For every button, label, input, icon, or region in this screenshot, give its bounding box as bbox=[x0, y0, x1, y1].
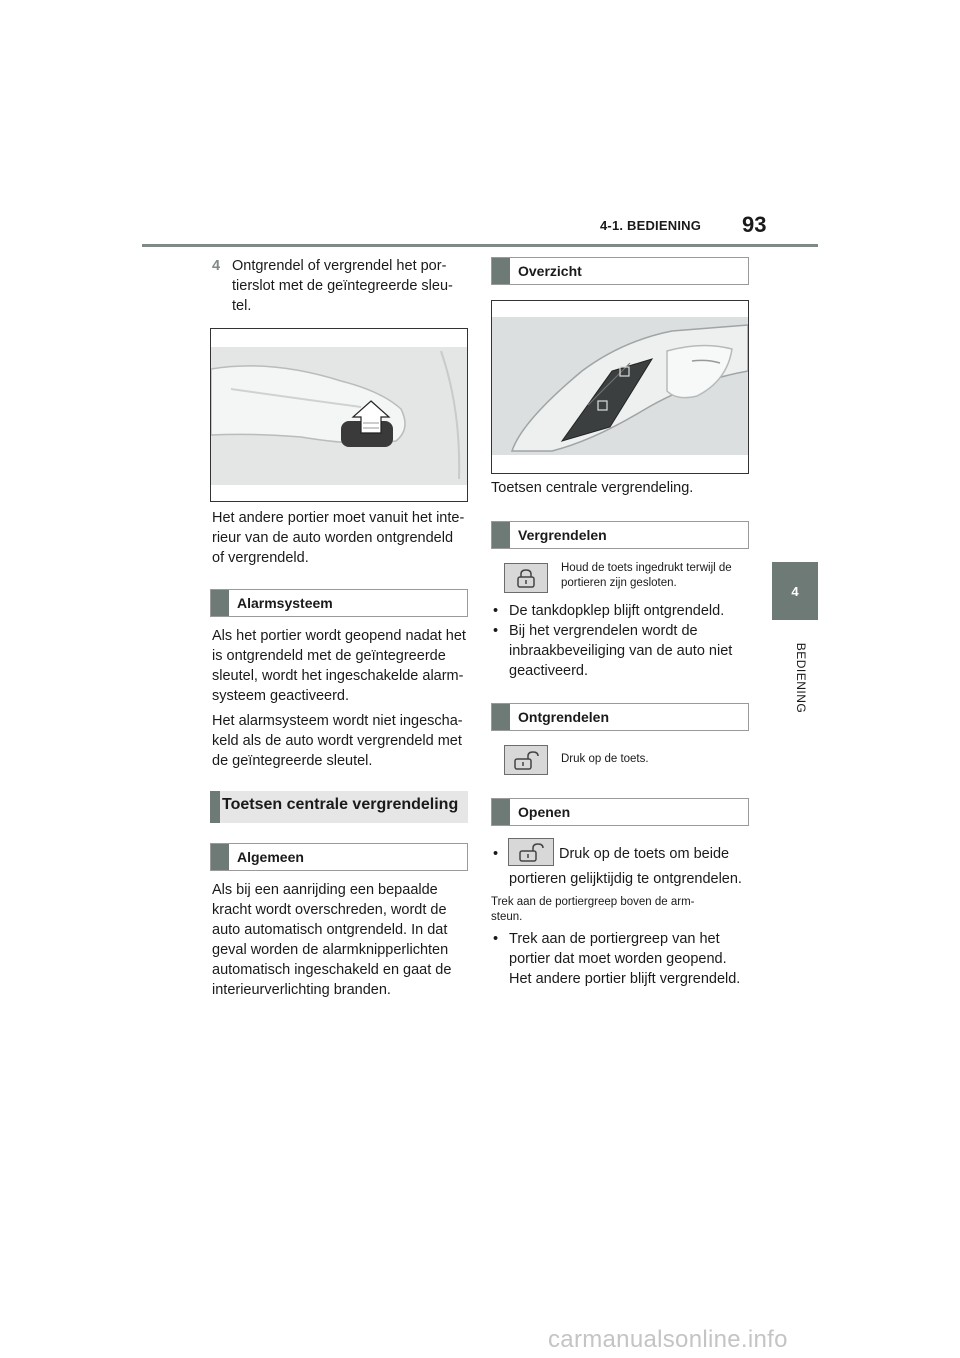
open-bullet-text-1: Druk op de toets om beide bbox=[559, 846, 730, 862]
watermark: carmanualsonline.info bbox=[548, 1326, 788, 1353]
lock-note: Houd de toets ingedrukt terwijl de portieren zijn gesloten. bbox=[561, 562, 732, 589]
open-unlock-button-icon bbox=[508, 838, 554, 866]
paragraph-alarm-1: Als het portier wordt geopend nadat het is ontgrendeld met de geïntegreerde sleutel, wordt het ingeschakelde alarm- systeem geactiveerd. bbox=[212, 628, 466, 704]
open-heading: Openen bbox=[491, 798, 749, 826]
list-item: • De tankdopklep blijft ontgrendeld. bbox=[493, 603, 725, 619]
lock-buttons-image bbox=[491, 300, 749, 474]
chapter-tab: 4 bbox=[772, 562, 818, 620]
section-title: 4-1. BEDIENING bbox=[600, 218, 702, 233]
open-bullet-marker: • bbox=[493, 846, 499, 862]
step-number: 4 bbox=[212, 258, 221, 274]
chapter-label: BEDIENING bbox=[794, 642, 808, 714]
main-section-heading: Toetsen centrale vergrendeling bbox=[210, 791, 468, 823]
step-text: Ontgrendel of vergrendel het por- tierslot met de geïntegreerde sleu- tel. bbox=[232, 258, 453, 314]
header-rule bbox=[142, 244, 818, 247]
list-item: • Bij het vergrendelen wordt de inbraakbeveiliging van de auto niet geactiveerd. bbox=[493, 623, 733, 679]
open-small-note: Trek aan de portiergreep boven de arm- steun. bbox=[491, 896, 695, 923]
page-number: 93 bbox=[742, 212, 767, 237]
open-bullet-text-2: portieren gelijktijdig te ontgrendelen. bbox=[509, 871, 742, 887]
unlock-icon bbox=[518, 842, 544, 862]
unlock-heading: Ontgrendelen bbox=[491, 703, 749, 731]
general-heading: Algemeen bbox=[210, 843, 468, 871]
door-handle-illustration bbox=[211, 329, 467, 501]
door-handle-image bbox=[210, 328, 468, 502]
unlock-button-icon bbox=[504, 745, 548, 775]
list-item: • Trek aan de portiergreep van het portier dat moet worden geopend. Het andere portier blijft vergrendeld. bbox=[493, 931, 741, 987]
paragraph-other-door: Het andere portier moet vanuit het inte- rieur van de auto worden ontgrendeld of vergrendeld. bbox=[212, 510, 465, 566]
unlock-icon bbox=[513, 750, 539, 770]
unlock-note: Druk op de toets. bbox=[561, 753, 649, 765]
lock-button-icon bbox=[504, 563, 548, 593]
image-caption: Toetsen centrale vergrendeling. bbox=[491, 480, 694, 496]
paragraph-general: Als bij een aanrijding een bepaalde kracht wordt overschreden, wordt de auto automatisch ontgrendeld. In dat geval worden de alarmknipperlichten automatisch ingeschakeld en gaat de interieurverlichting branden. bbox=[212, 882, 452, 998]
lock-icon bbox=[514, 568, 538, 588]
overview-heading: Overzicht bbox=[491, 257, 749, 285]
lock-buttons-illustration bbox=[492, 301, 748, 473]
lock-heading: Vergrendelen bbox=[491, 521, 749, 549]
paragraph-alarm-2: Het alarmsysteem wordt niet ingescha- keld als de auto wordt vergrendeld met de geïntegreerde sleutel. bbox=[212, 713, 463, 769]
alarm-heading: Alarmsysteem bbox=[210, 589, 468, 617]
open-bullet-list bbox=[493, 929, 753, 991]
